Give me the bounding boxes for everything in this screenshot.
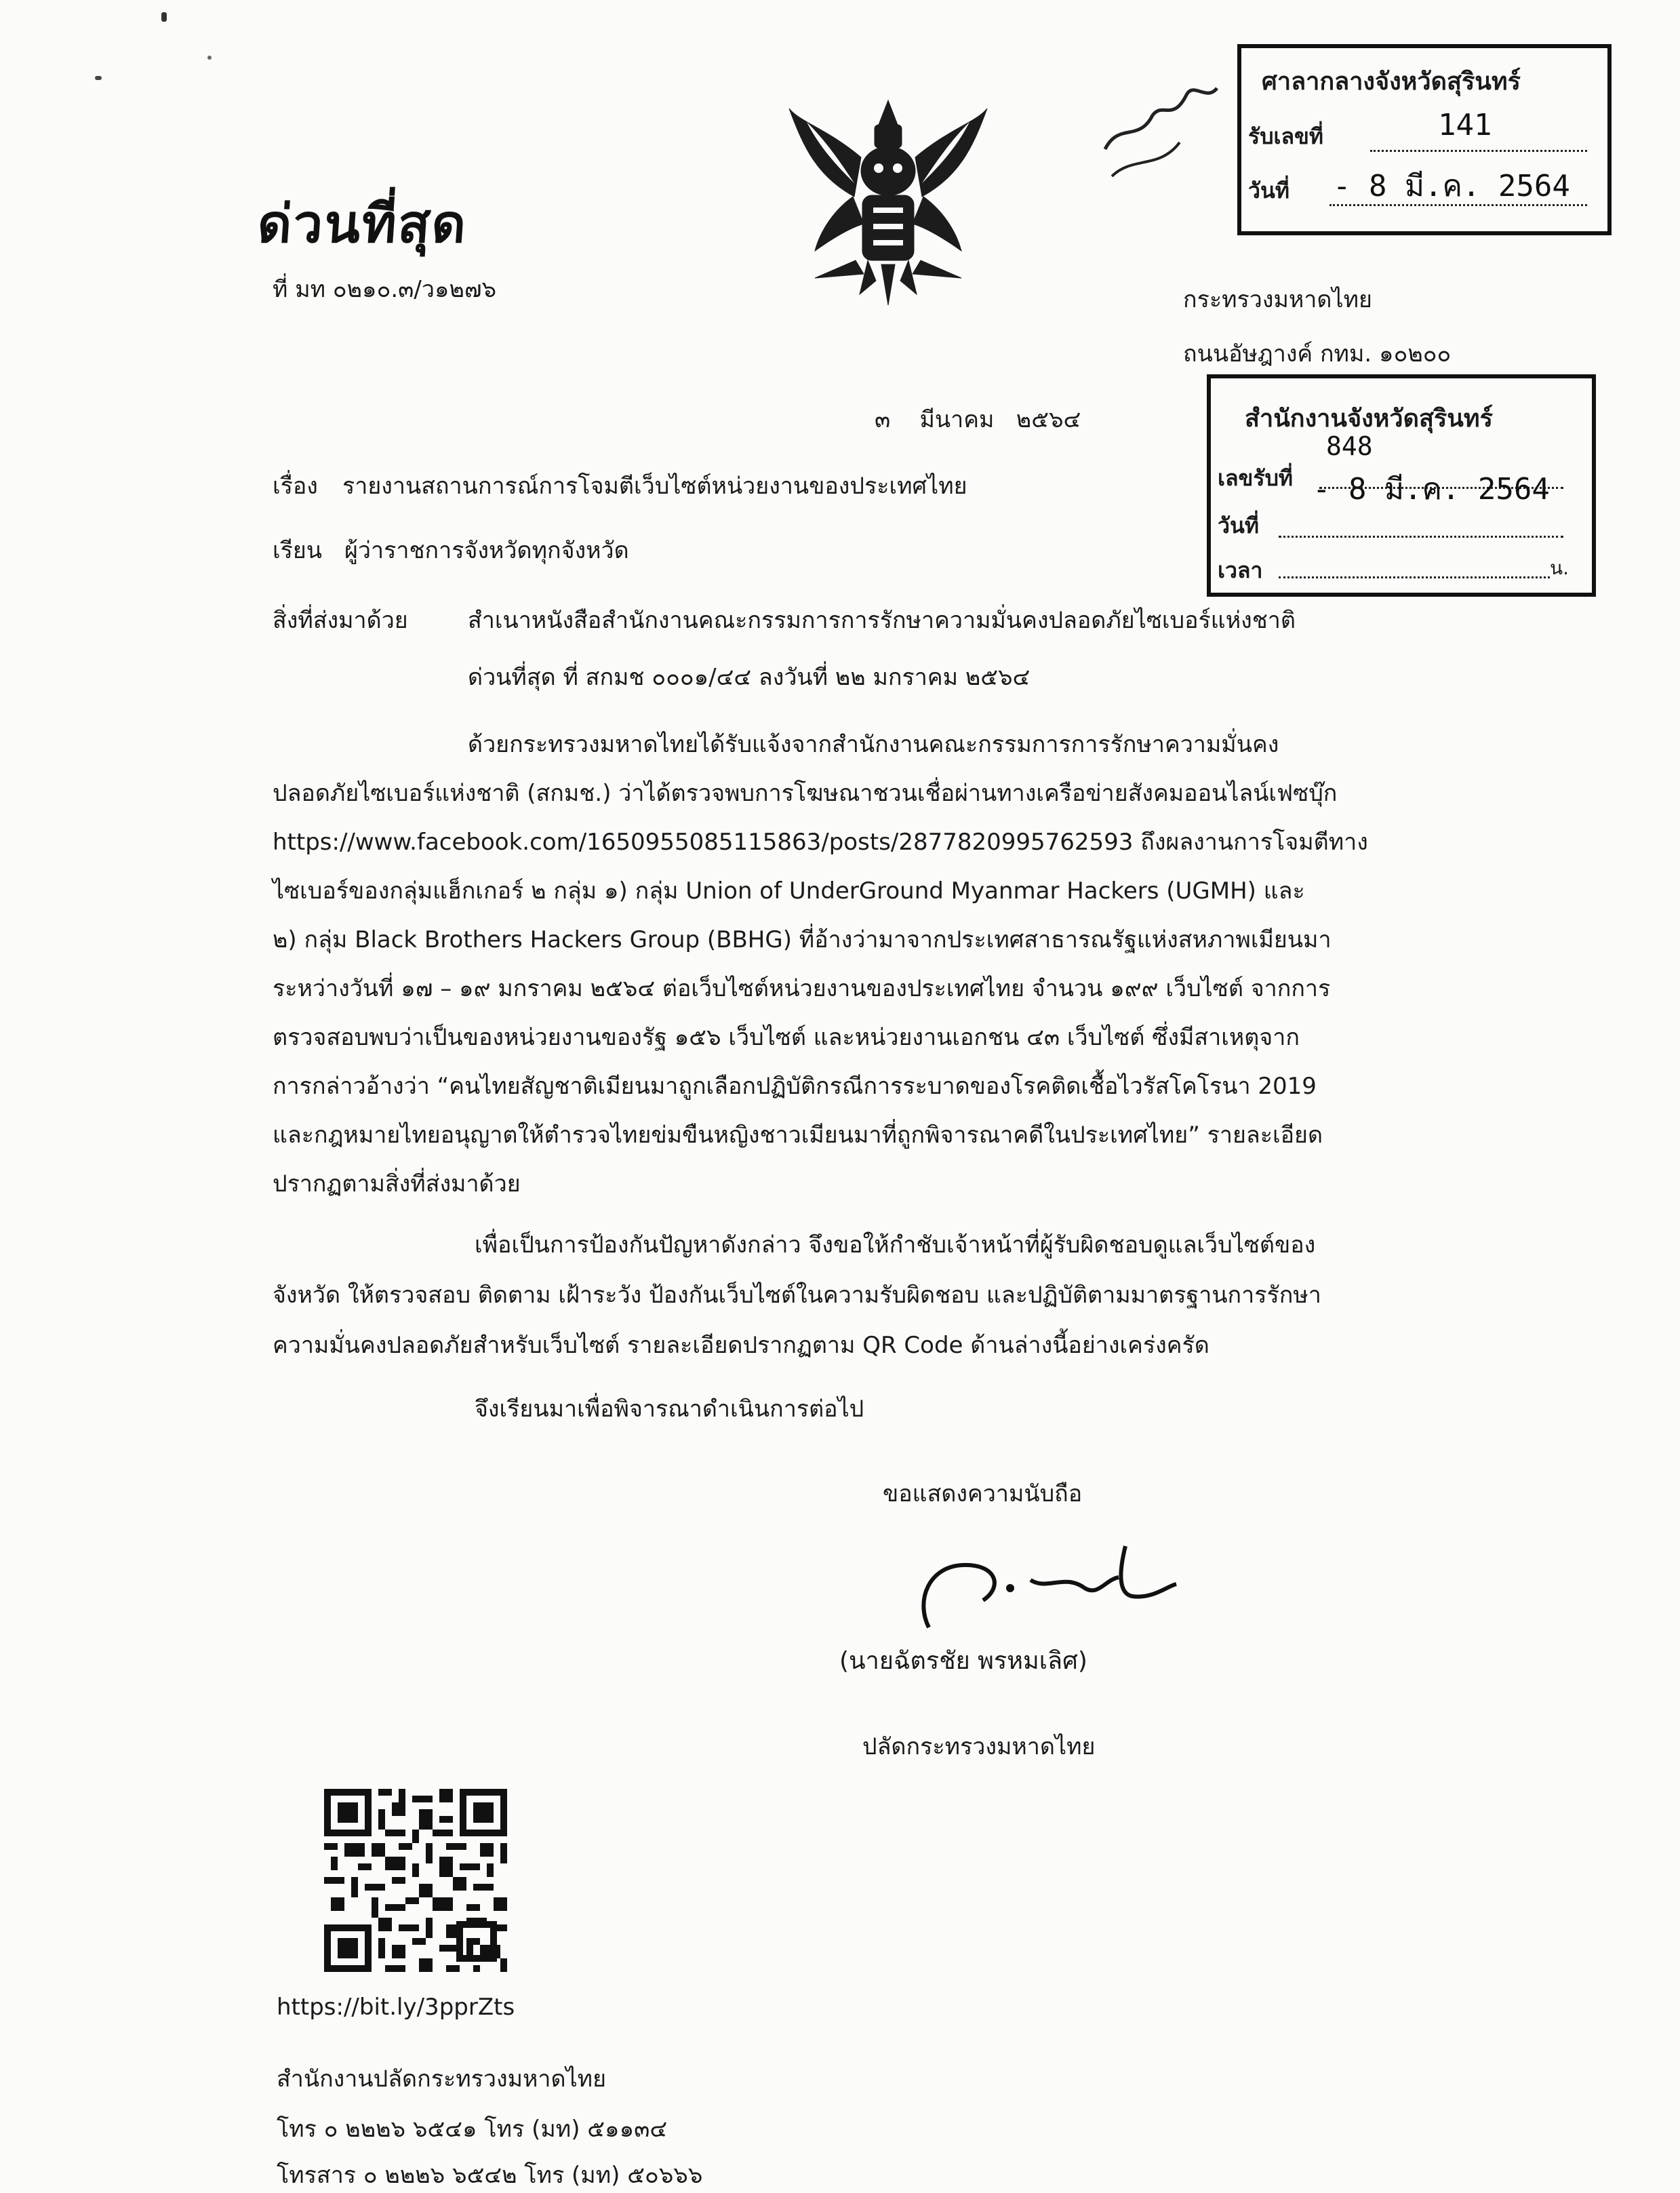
signatory-name: (นายฉัตรชัย พรหมเลิศ) [839, 1647, 1087, 1675]
paragraph-1-line: https://www.facebook.com/1650955085115863/posts/2877820995762593 ถึงผลงานการโจมตีทาง [273, 829, 1368, 856]
office-stamp-time-label: เวลา [1218, 557, 1263, 583]
court-stamp-receive-value: 141 [1438, 108, 1492, 142]
subject-text: รายงานสถานการณ์การโจมตีเว็บไซต์หน่วยงานของประเทศไทย [342, 473, 967, 500]
paragraph-1-line: ปรากฏตามสิ่งที่ส่งมาด้วย [273, 1170, 521, 1198]
enclosure-line-2: ด่วนที่สุด ที่ สกมช ๐๐๐๑/๔๔ ลงวันที่ ๒๒ มกราคม ๒๕๖๔ [468, 664, 1031, 691]
paragraph-2-line: จังหวัด ให้ตรวจสอบ ติดตาม เฝ้าระวัง ป้องกันเว็บไซต์ในความรับผิดชอบ และปฏิบัติตามมาตรฐานการรักษา [273, 1282, 1321, 1309]
office-stamp-receive-label: เลขรับที่ [1218, 465, 1294, 491]
qr-url[interactable]: https://bit.ly/3pprZts [277, 1994, 515, 2021]
garuda-emblem [780, 95, 997, 319]
paragraph-1-line: ๒) กลุ่ม Black Brothers Hackers Group (BBHG) ที่อ้างว่ามาจากประเทศสาธารณรัฐแห่งสหภาพเมียนมา [273, 926, 1332, 953]
office-stamp-time-dots [1279, 576, 1550, 578]
office-stamp-date-value: - 8 มี.ค. 2564 [1313, 472, 1550, 507]
paragraph-2-line: เพื่อเป็นการป้องกันปัญหาดังกล่าว จึงขอให้กำชับเจ้าหน้าที่ผู้รับผิดชอบดูแลเว็บไซต์ของ [475, 1231, 1316, 1259]
scan-speck [161, 12, 167, 22]
paragraph-1-line: ด้วยกระทรวงมหาดไทยได้รับแจ้งจากสำนักงานคณะกรรมการการรักษาความมั่นคง [468, 731, 1279, 758]
office-stamp-time-unit: น. [1550, 557, 1569, 579]
paragraph-1-line: และกฎหมายไทยอนุญาตให้ตำรวจไทยข่มขืนหญิงชาวเมียนมาที่ถูกพิจารณาคดีในประเทศไทย” รายละเอียด [273, 1122, 1323, 1149]
paragraph-1-line: ระหว่างวันที่ ๑๗ – ๑๙ มกราคม ๒๕๖๔ ต่อเว็บไซต์หน่วยงานของประเทศไทย จำนวน ๑๙๙ เว็บไซต์ จากการ [273, 975, 1331, 1002]
paragraph-2-line: ความมั่นคงปลอดภัยสำหรับเว็บไซต์ รายละเอียดปรากฏตาม QR Code ด้านล่างนี้อย่างเคร่งครัด [273, 1332, 1209, 1359]
paragraph-1-line: การกล่าวอ้างว่า “คนไทยสัญชาติเมียนมาถูกเลือกปฏิบัติกรณีการระบาดของโรคติดเชื้อไวรัสโคโรนา 2019 [273, 1073, 1317, 1100]
office-stamp-date-label: วันที่ [1218, 513, 1259, 538]
subject-label: เรื่อง [273, 473, 318, 500]
handwritten-scribble [1098, 41, 1227, 190]
office-receipt-stamp [1207, 374, 1596, 597]
urgency-heading: ด่วนที่สุด [255, 194, 470, 255]
court-stamp-title: ศาลากลางจังหวัดสุรินทร์ [1262, 68, 1521, 96]
court-stamp-date-label: วันที่ [1248, 178, 1289, 203]
paragraph-1-line: ไซเบอร์ของกลุ่มแฮ็กเกอร์ ๒ กลุ่ม ๑) กลุ่ม Union of UnderGround Myanmar Hackers (UGMH) และ [273, 877, 1305, 905]
organisation-address: ถนนอัษฎางค์ กทม. ๑๐๒๐๐ [1183, 340, 1452, 368]
office-stamp-title: สำนักงานจังหวัดสุรินทร์ [1245, 405, 1493, 433]
paragraph-1-line: ปลอดภัยไซเบอร์แห่งชาติ (สกมช.) ว่าได้ตรวจพบการโฆษณาชวนเชื่อผ่านทางเครือข่ายสังคมออนไลน์เฟซบุ๊ก [273, 780, 1338, 807]
enclosure-label: สิ่งที่ส่งมาด้วย [273, 607, 408, 634]
court-stamp-receive-dots [1370, 150, 1587, 152]
court-stamp-date-value: - 8 มี.ค. 2564 [1333, 169, 1570, 203]
office-stamp-date-dots [1279, 536, 1563, 538]
addressee-text: ผู้ว่าราชการจังหวัดทุกจังหวัด [344, 537, 629, 564]
office-phone: โทร ๐ ๒๒๒๖ ๖๕๔๑ โทร (มท) ๕๑๑๓๔ [277, 2116, 668, 2143]
scan-speck [95, 76, 102, 80]
court-receipt-stamp [1237, 44, 1612, 235]
court-stamp-receive-label: รับเลขที่ [1248, 123, 1324, 149]
enclosure-line-1: สำเนาหนังสือสำนักงานคณะกรรมการการรักษาความมั่นคงปลอดภัยไซเบอร์แห่งชาติ [468, 607, 1296, 634]
closing-request: จึงเรียนมาเพื่อพิจารณาดำเนินการต่อไป [475, 1396, 864, 1423]
letter-date: ๓ มีนาคม ๒๕๖๔ [875, 406, 1081, 433]
scan-speck [207, 56, 212, 60]
qr-code[interactable] [324, 1789, 507, 1972]
organisation-name: กระทรวงมหาดไทย [1183, 286, 1372, 313]
office-stamp-receive-value: 848 [1326, 431, 1373, 461]
paragraph-1-line: ตรวจสอบพบว่าเป็นของหน่วยงานของรัฐ ๑๕๖ เว็บไซต์ และหน่วยงานเอกชน ๔๓ เว็บไซต์ ซึ่งมีสาเหตุจาก [273, 1024, 1300, 1051]
addressee-label: เรียน [273, 537, 323, 564]
office-fax: โทรสาร ๐ ๒๒๒๖ ๖๕๔๒ โทร (มท) ๕๐๖๖๖ [277, 2162, 703, 2189]
salutation: ขอแสดงความนับถือ [883, 1480, 1083, 1507]
handwritten-signature [902, 1526, 1186, 1641]
signatory-position: ปลัดกระทรวงมหาดไทย [862, 1733, 1096, 1760]
reference-number: ที่ มท ๐๒๑๐.๓/ว๑๒๗๖ [273, 276, 497, 303]
issuing-office: สำนักงานปลัดกระทรวงมหาดไทย [277, 2066, 607, 2093]
